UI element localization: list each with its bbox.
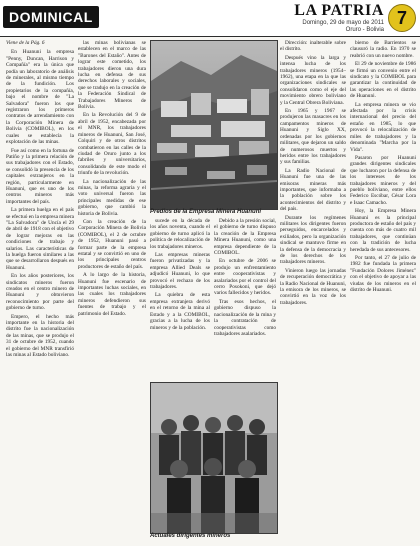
- paragraph: El 29 de noviembre de 1986 se firmó un convenio entre el sindicato y la COMIBOL para garantizar la continuidad de las operaciones en el distrito de Huanuni.: [350, 61, 416, 100]
- paragraph: La primera huelga en el país se efectuó en la empresa minera "La Salvadora" de Uncía el 29 de abril de 1918 con el objetivo de lograr mejoras en las condiciones de trabajo y salarios. Las características de la huelga fueron similares a las que se desarrollaron después en Huanuni.: [6, 207, 74, 271]
- paragraph: Tras esos hechos, el gobierno dispuso la nacionalización de la mina y la contratación de cooperativistas como trabajadores asalariados.: [214, 298, 276, 337]
- mine-facilities-photo: [150, 40, 278, 210]
- paragraph: En octubre de 2006 se produjo un enfrentamiento entre cooperativistas y asalariados por el control del cerro Posokoni, que dejó varios fallecidos y heridos.: [214, 258, 276, 297]
- paragraph: Por tanto, el 27 de julio de 1982 fue fundada la primera "Fundación Dolores Jiménez" con el objetivo de apoyar a las viudas de los mineros en el distrito de Huanuni.: [350, 255, 416, 294]
- paragraph: Después vino la larga y intensa lucha de los trabajadores mineros (1954–1962), una etapa en la que las organizaciones sindicales se consolidaron como el eje del movimiento obrero boliviano y la Central Obrera Boliviana.: [280, 54, 346, 106]
- miners-group-photo: [150, 382, 278, 534]
- paragraph: En Huanuni la empresa "Penny, Duncan, Harrison y Compañía" era la única que podía un laboratorio de análisis de minerales, al mismo tiempo de la fundición. Los propietarios de la compañía, bajo el nombre de "La Salvadora" fueron los que registraron los primeros contratos de arrendamiento con la Corporación Minera de Bolivia (COMIBOL), en los cuales se establecía la explotación de las minas.: [6, 49, 74, 146]
- masthead: [274, 2, 384, 34]
- photo-caption: Actuales dirigentes mineros: [150, 533, 231, 539]
- newspaper-name: LA PATRIA: [294, 2, 384, 19]
- continuation-note: Viene de la Pág. 6: [6, 40, 45, 46]
- paragraph: Fue así como en la fortuna de Patiño y la primera relación de sus trabajadores con el Estado, se consolidó la presencia de los capitales extranjeros en la región, particularmente en Huanuni, que es uno de los centros mineros más importantes del país.: [6, 147, 74, 205]
- paragraph: Con la creación de la Corporación Minera de Bolivia (COMIBOL), el 2 de octubre de 1952, Huanuni pasó a formar parte de la empresa estatal y se convirtió en uno de los principales centros productores de estaño del país.: [78, 218, 146, 270]
- publication-date: Domingo, 29 de mayo de 2011: [302, 20, 384, 26]
- paragraph: Dirección: inalterable sobre el distrito.: [280, 40, 346, 53]
- miners-group-image: [151, 383, 277, 533]
- page-header: [0, 0, 420, 37]
- paragraph: Durante los regímenes militares los dirigentes fueron perseguidos, encarcelados y exiliados, pero la organización sindical se mantuvo firme en la defensa de la democracia y de los derechos de los trabajadores mineros.: [280, 214, 346, 266]
- paragraph: sucede en la década de los años noventa, cuando el gobierno de turno aplicó la política de relocalización de los trabajadores mineros.: [150, 218, 210, 250]
- paragraph: En los años posteriores, los sindicatos mineros fueron creados en el centro minero de Huanuni y obtuvieron reconocimiento por parte del gobierno de turno.: [6, 273, 74, 312]
- paragraph: La empresa minera se vio afectada por la crisis internacional del precio del estaño en 1985, lo que provocó la relocalización de miles de trabajadores y la denominada "Marcha por la Vida".: [350, 101, 416, 153]
- paragraph: En la Revolución del 9 de abril de 1952, encabezada por el MNR, los trabajadores mineros de Huanuni, San José, Colquiri y de otros distritos combatieron en las calles de la ciudad de Oruro junto a los fabriles y universitarios, consolidando de este modo el triunfo de la revolución.: [78, 112, 146, 177]
- paragraph: bierno de Barrientos se clausuró la radio. En 1970 se reabrió con un nuevo nombre.: [350, 40, 416, 59]
- publication-city: Oruro - Bolivia: [345, 27, 384, 33]
- paragraph: Hoy, la Empresa Minera Huanuni es la principal productora de estaño del país y cuenta con más de cuatro mil trabajadores, que continúan con la tradición de lucha heredada de sus antecesores.: [350, 208, 416, 253]
- paragraph: La nacionalización de las minas, la reforma agraria y el voto universal fueron las principales medidas de ese gobierno, que cambió la historia de Bolivia.: [78, 178, 146, 217]
- paragraph: Empero, el hecho más importante en la historia del distrito fue la nacionalización de las minas, que se produjo el 31 de octubre de 1952, cuando el gobierno del MNR transfirió las minas al Estado boliviano.: [6, 313, 74, 359]
- section-logo: DOMINICAL: [3, 6, 99, 28]
- paragraph: Pasaron por Huanuni grandes dirigentes sindicales que lucharon por la defensa de los intereses de los trabajadores mineros y del pueblo boliviano, entre ellos Federico Escóbar, César Lora e Isaac Camacho.: [350, 154, 416, 206]
- article-column-1: [6, 40, 74, 540]
- paragraph: las minas bolivianas se establecen en el marco de las "Barones del Estaño". Antes de lograr este cometido, los trabajadores dieron una dura lucha en defensa de sus derechos laborales y sociales, que se tradujo en la creación de la Federación Sindical de Trabajadores Mineros de Bolivia.: [78, 40, 146, 111]
- article-column-4: [350, 40, 416, 540]
- mine-facilities-image: [151, 41, 277, 209]
- paragraph: Vinieron luego las jornadas de recuperación democrática y la Radio Nacional de Huanuni, la emisora de los mineros, se convirtió en la voz de los trabajadores.: [280, 267, 346, 306]
- paragraph: La Radio Nacional de Huanuni fue una de las emisoras mineras más importantes, que informaba a la población sobre los acontecimientos del distrito y del país.: [280, 167, 346, 213]
- photo-caption: Predios de la Empresa Minera Huanuni: [150, 209, 262, 215]
- article-column-2: [78, 40, 146, 540]
- paragraph: La quiebra de esta empresa extranjera derivó en el retorno de la mina al Estado y a la COMIBOL, gracias a la lucha de los mineros y de la población.: [150, 292, 210, 331]
- article-column-middle-1: [150, 218, 210, 378]
- page-number-badge: 7: [388, 4, 416, 32]
- paragraph: Debido a la presión social, el gobierno de turno dispuso la creación de la Empresa Minera Huanuni, como una empresa dependiente de la COMIBOL.: [214, 218, 276, 257]
- paragraph: En 1965 y 1967 se produjeron las masacres en los campamentos mineros de Huanuni y Siglo XX, ordenadas por los gobiernos militares, que dejaron un saldo de numerosos muertos y heridos entre los trabajadores y sus familias.: [280, 108, 346, 166]
- article-column-3: [280, 40, 346, 540]
- paragraph: Las empresas mineras fueron privatizadas y la empresa Allied Deals se adjudicó Huanuni, lo que provocó el rechazo de los trabajadores.: [150, 252, 210, 291]
- article-column-middle-2: [214, 218, 276, 378]
- paragraph: A lo largo de la historia, Huanuni fue escenario de importantes luchas sociales, en las cuales los trabajadores mineros defendieron sus fuentes de trabajo y el patrimonio del Estado.: [78, 272, 146, 317]
